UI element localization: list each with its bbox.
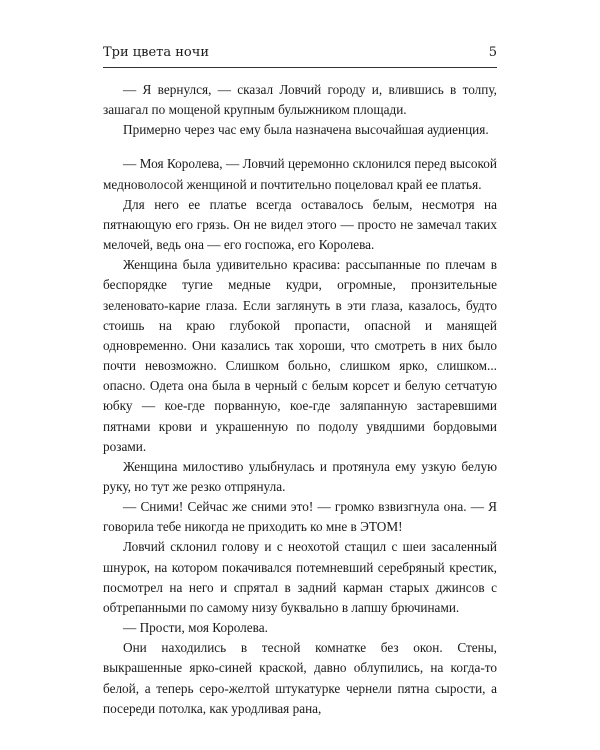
paragraph: — Прости, моя Королева.: [123, 620, 268, 636]
paragraph: — Я вернулся, — сказал Ловчий городу и, влившись в толпу, зашагал по мощеной крупным булыжником площади.: [103, 82, 497, 118]
running-title: Три цвета ночи: [103, 45, 209, 60]
paragraph: Для него ее платье всегда оставалось белым, несмотря на пятнающую его грязь. Он не видел этого — просто не замечал таких мелочей, ведь она — его госпожа, его Королева.: [103, 196, 497, 253]
running-head: [103, 42, 497, 64]
paragraph: — Моя Королева, — Ловчий церемонно склонился перед высокой медноволосой женщиной и почтительно поцеловал край ее платья.: [103, 156, 497, 192]
header-rule: [103, 67, 497, 68]
paragraph: — Сними! Сейчас же сними это! — громко взвизгнула она. — Я говорила тебе никогда не приходить ко мне в ЭТОМ!: [103, 499, 497, 535]
page-number: 5: [488, 45, 497, 60]
body-text: [103, 80, 497, 719]
paragraph: Женщина милостиво улыбнулась и протянула ему узкую белую руку, но тут же резко отпрянула.: [103, 458, 497, 494]
paragraph: Ловчий склонил голову и с неохотой стащил с шеи засаленный шнурок, на котором покачивался потемневший серебряный крестик, посмотрел на него и спрятал в задний карман старых джинсов с обтрепанными по самому низу буквально в лапшу брючинами.: [103, 539, 497, 615]
paragraph: Женщина была удивительно красива: рассыпанные по плечам в беспорядке тугие медные кудри, огромные, пронзительные зеленовато-карие глаза. Если заглянуть в эти глаза, казалось, будто стоишь на краю глубокой пропасти, опасной и манящей одновременно. Они казались так хороши, что смотреть в них было почти невозможно. Слишком больно, слишком ярко, слишком... опасно. Одета она была в черный с белым корсет и белую сетчатую юбку — кое-где порванную, кое-где заляпанную застаревшими пятнами крови и украшенную по подолу увядшими бордовыми розами.: [103, 257, 497, 454]
paragraph: Они находились в тесной комнатке без окон. Стены, выкрашенные ярко-синей краской, давно облупились, на когда-то белой, а теперь серо-желтой штукатурке чернели пятна сырости, а посереди потолка, как уродливая рана,: [103, 640, 497, 716]
paragraph: Примерно через час ему была назначена высочайшая аудиенция.: [123, 122, 489, 138]
